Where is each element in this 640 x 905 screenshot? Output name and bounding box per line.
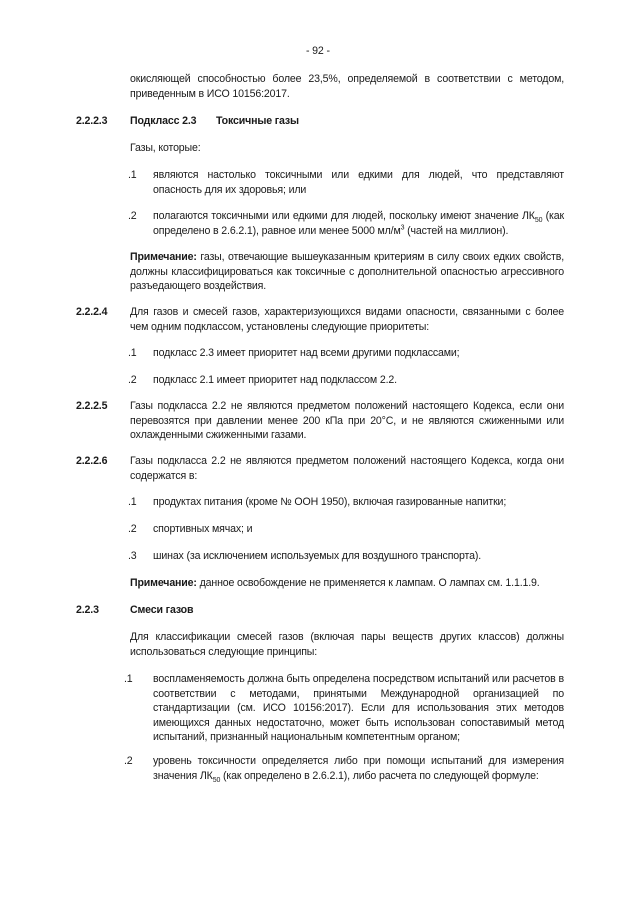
- list-item: подкласс 2.1 имеет приоритет над подклассом 2.2.: [153, 374, 397, 386]
- list-item-number: .3: [128, 550, 137, 562]
- section-number: 2.2.3: [76, 604, 99, 616]
- list-item-number: .2: [128, 523, 137, 535]
- list-item: уровень токсичности определяется либо при помощи испытаний для измерения значения $ЛК_{50}$ (как определено в 2.6.2.1), либо расчета по следующей формуле:: [153, 755, 564, 784]
- list-item-number: .1: [128, 496, 137, 508]
- section-number: 2.2.2.3: [76, 115, 108, 127]
- intro-paragraph: окисляющей способностью более 23,5%, определяемой в соответствии с методом, приведенным в ИСО 10156:2017.: [130, 73, 564, 100]
- list-item: воспламеняемость должна быть определена посредством испытаний или расчетов в соответствии с методами, принятыми Международной организацией по стандартизации (см. ИСО 10156:2017). Если для использования этих методов имеющихся данных недостаточно, может быть использован сопоставимый метод испытаний, признанный национальным компетентным органом;: [153, 673, 564, 743]
- section-title: Смеси газов: [130, 604, 194, 616]
- list-item: полагаются токсичными или едкими для людей, поскольку имеют значение $ЛК_{50}$ (как определено в 2.6.2.1), равное или менее 5000 $мл/м^3$ (частей на миллион).: [153, 210, 564, 237]
- section-intro: Газы, которые:: [130, 142, 201, 154]
- section-number: 2.2.2.4: [76, 306, 108, 318]
- list-item: шинах (за исключением используемых для воздушного транспорта).: [153, 550, 482, 562]
- note-paragraph: Примечание: газы, отвечающие вышеуказанным критериям в силу своих едких свойств, должны классифицироваться как токсичные с дополнительной опасностью агрессивного разъедающего воздействия.: [130, 251, 564, 292]
- list-item: подкласс 2.3 имеет приоритет над всеми другими подклассами;: [153, 347, 460, 359]
- list-item: продуктах питания (кроме № ООН 1950), включая газированные напитки;: [153, 496, 507, 508]
- section-paragraph: Газы подкласса 2.2 не являются предметом положений настоящего Кодекса, если они перевозятся при давлении менее 200 кПа при 20°C, и не являются сжиженными или охлажденными сжиженными газами.: [130, 400, 564, 441]
- note-label: Примечание:: [130, 577, 197, 589]
- list-item-number: .2: [124, 755, 133, 767]
- list-item-number: .1: [124, 673, 133, 685]
- section-title: Токсичные газы: [216, 115, 299, 127]
- note-label: Примечание:: [130, 251, 197, 263]
- list-item-number: .2: [128, 374, 137, 386]
- note-paragraph: Примечание: данное освобождение не применяется к лампам. О лампах см. 1.1.1.9.: [130, 577, 540, 589]
- section-number: 2.2.2.6: [76, 455, 108, 467]
- section-paragraph: Для классификации смесей газов (включая пары веществ других классов) должны использоваться следующие принципы:: [130, 631, 564, 658]
- list-item-number: .1: [128, 347, 137, 359]
- section-number: 2.2.2.5: [76, 400, 108, 412]
- list-item-number: .1: [128, 169, 137, 181]
- page-number: - 92 -: [306, 45, 330, 57]
- list-item-number: .2: [128, 210, 137, 222]
- section-paragraph: Газы подкласса 2.2 не являются предметом положений настоящего Кодекса, когда они содержатся в:: [130, 455, 564, 482]
- list-item: спортивных мячах; и: [153, 523, 253, 535]
- section-paragraph: Для газов и смесей газов, характеризующихся видами опасности, связанными с более чем одним подклассом, установлены следующие приоритеты:: [130, 306, 564, 333]
- subclass-label: Подкласс 2.3: [130, 115, 197, 127]
- list-item: являются настолько токсичными или едкими для людей, что представляют опасность для их здоровья; или: [153, 169, 564, 196]
